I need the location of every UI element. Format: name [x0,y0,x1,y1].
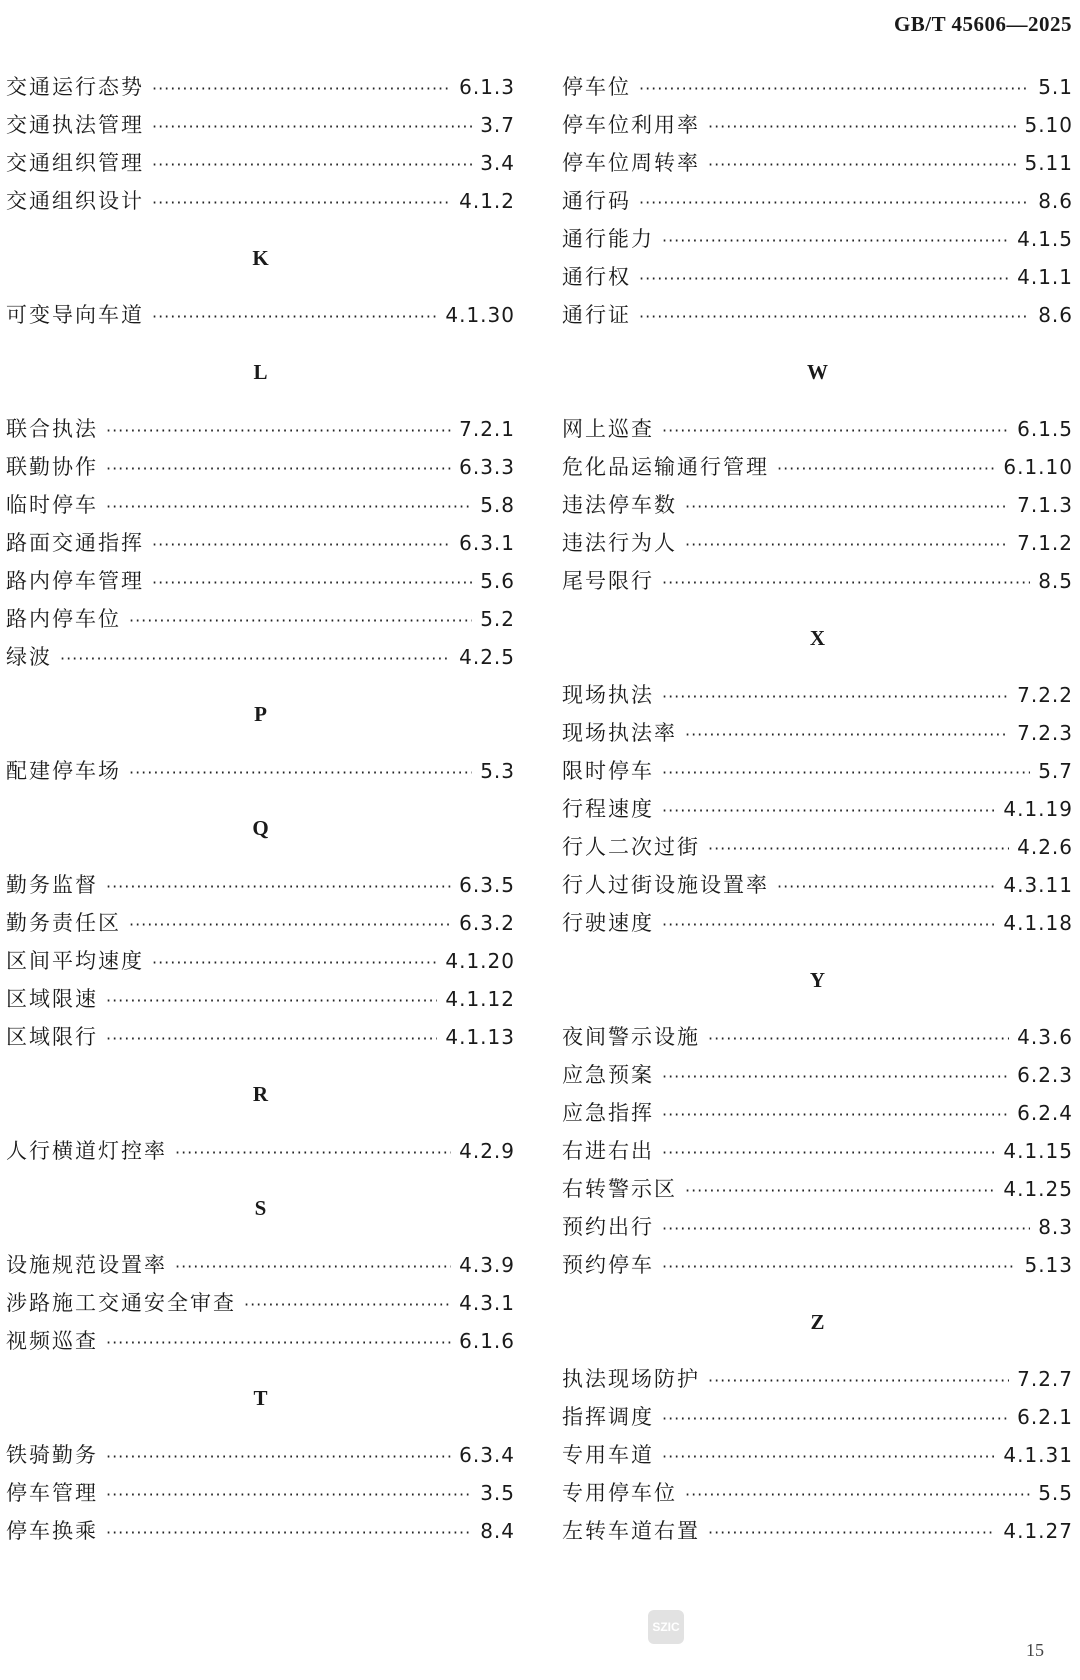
index-clause-ref: 6.1.6 [459,1329,515,1353]
index-term: 执法现场防护 [562,1367,700,1391]
index-entry [562,182,1073,220]
index-clause-ref: 6.2.3 [1017,1063,1073,1087]
leader-dots [708,830,1009,868]
index-clause-ref: 7.2.2 [1017,683,1073,707]
index-term: 夜间警示设施 [562,1025,700,1049]
leader-dots [662,1248,1016,1286]
index-term: 停车位利用率 [562,113,700,137]
index-clause-ref: 6.2.4 [1017,1101,1073,1125]
index-entry [562,1436,1073,1474]
index-term: 行人二次过街 [562,835,700,859]
index-term: 通行码 [562,189,631,213]
index-term: 涉路施工交通安全审查 [6,1291,236,1315]
index-clause-ref: 3.4 [480,151,515,175]
leader-dots [244,1286,451,1324]
standard-number: GB/T 45606—2025 [893,12,1072,36]
index-clause-ref: 4.3.9 [459,1253,515,1277]
index-entry [6,68,515,106]
index-entry [6,638,515,676]
leader-dots [708,108,1016,146]
leader-dots [106,1476,472,1514]
index-term: 停车位 [562,75,631,99]
index-term: 行人过街设施设置率 [562,873,769,897]
index-term: 违法停车数 [562,493,677,517]
index-letter-heading: X [809,626,826,650]
index-clause-ref: 8.6 [1038,189,1073,213]
leader-dots [708,1514,995,1552]
index-term: 危化品运输通行管理 [562,455,769,479]
index-term: 右转警示区 [562,1177,677,1201]
index-entry [562,106,1073,144]
leader-dots [639,70,1030,108]
index-entry [6,1322,515,1360]
index-term: 右进右出 [562,1139,654,1163]
index-clause-ref: 6.1.10 [1003,455,1073,479]
index-entry [562,486,1073,524]
index-clause-ref: 4.1.19 [1003,797,1073,821]
index-entry [6,866,515,904]
index-entry [562,1056,1073,1094]
index-term: 限时停车 [562,759,654,783]
index-term: 临时停车 [6,493,98,517]
index-clause-ref: 6.3.4 [459,1443,515,1467]
index-entry [562,1018,1073,1056]
index-term: 左转车道右置 [562,1519,700,1543]
index-clause-ref: 4.1.15 [1003,1139,1073,1163]
index-entry [6,942,515,980]
index-term: 路内停车管理 [6,569,144,593]
leader-dots [662,1096,1009,1134]
index-term: 交通组织管理 [6,151,144,175]
index-clause-ref: 5.11 [1024,151,1073,175]
index-entry [562,1474,1073,1512]
index-entry [562,1132,1073,1170]
index-term: 通行能力 [562,227,654,251]
leader-dots [152,146,472,184]
index-clause-ref: 4.1.13 [445,1025,515,1049]
index-clause-ref: 5.8 [480,493,515,517]
index-term: 路面交通指挥 [6,531,144,555]
leader-dots [662,754,1030,792]
leader-dots [662,1134,995,1172]
leader-dots [662,412,1009,450]
index-clause-ref: 5.13 [1024,1253,1073,1277]
index-entry [562,752,1073,790]
index-term: 铁骑勤务 [6,1443,98,1467]
index-clause-ref: 4.3.11 [1003,873,1073,897]
index-entry [6,1512,515,1550]
leader-dots [152,298,437,336]
index-letter-heading: W [807,360,828,384]
leader-dots [662,222,1009,260]
leader-dots [777,450,995,488]
index-entry [6,486,515,524]
leader-dots [129,602,472,640]
index-term: 区域限行 [6,1025,98,1049]
leader-dots [662,564,1030,602]
index-clause-ref: 4.3.6 [1017,1025,1073,1049]
leader-dots [708,146,1016,184]
index-term: 人行横道灯控率 [6,1139,167,1163]
index-entry [562,790,1073,828]
leader-dots [639,184,1030,222]
index-term: 现场执法 [562,683,654,707]
leader-dots [60,640,451,678]
index-column-left [6,68,515,1550]
index-term: 设施规范设置率 [6,1253,167,1277]
index-term: 交通运行态势 [6,75,144,99]
index-term: 行程速度 [562,797,654,821]
index-clause-ref: 4.1.12 [445,987,515,1011]
watermark-logo: SZIC [648,1610,684,1644]
leader-dots [639,260,1009,298]
index-term: 预约停车 [562,1253,654,1277]
index-entry [562,714,1073,752]
index-clause-ref: 8.4 [480,1519,515,1543]
index-entry [6,904,515,942]
index-term: 区域限速 [6,987,98,1011]
leader-dots [685,1172,995,1210]
index-term: 应急预案 [562,1063,654,1087]
index-clause-ref: 8.5 [1038,569,1073,593]
index-term: 停车管理 [6,1481,98,1505]
index-entry [562,1512,1073,1550]
index-entry [6,562,515,600]
index-clause-ref: 4.2.6 [1017,835,1073,859]
index-letter-heading: S [254,1196,267,1220]
leader-dots [175,1248,451,1286]
index-term: 违法行为人 [562,531,677,555]
index-clause-ref: 6.1.3 [459,75,515,99]
index-term: 视频巡查 [6,1329,98,1353]
index-entry [562,296,1073,334]
index-entry [6,1436,515,1474]
index-clause-ref: 5.3 [480,759,515,783]
index-entry [6,1474,515,1512]
index-entry [6,1018,515,1056]
index-entry [562,144,1073,182]
leader-dots [777,868,995,906]
index-clause-ref: 4.1.18 [1003,911,1073,935]
index-entry [6,448,515,486]
index-entry [562,866,1073,904]
leader-dots [685,526,1009,564]
index-clause-ref: 4.1.5 [1017,227,1073,251]
leader-dots [685,488,1009,526]
index-entry [562,1094,1073,1132]
index-entry [562,562,1073,600]
index-entry [6,1284,515,1322]
index-entry [6,1132,515,1170]
index-entry [562,1246,1073,1284]
index-clause-ref: 8.3 [1038,1215,1073,1239]
index-clause-ref: 8.6 [1038,303,1073,327]
index-letter-heading: K [252,246,269,270]
index-clause-ref: 5.10 [1024,113,1073,137]
index-clause-ref: 4.3.1 [459,1291,515,1315]
index-clause-ref: 4.1.1 [1017,265,1073,289]
leader-dots [129,906,451,944]
index-clause-ref: 7.1.2 [1017,531,1073,555]
index-entry [6,296,515,334]
index-entry [6,410,515,448]
index-clause-ref: 3.7 [480,113,515,137]
index-column-right [562,68,1073,1550]
leader-dots [106,1020,437,1058]
index-entry [562,676,1073,714]
leader-dots [639,298,1030,336]
index-entry [6,600,515,638]
index-entry [562,1170,1073,1208]
index-term: 专用停车位 [562,1481,677,1505]
index-clause-ref: 4.1.30 [445,303,515,327]
index-clause-ref: 6.3.5 [459,873,515,897]
index-term: 预约出行 [562,1215,654,1239]
index-entry [562,1360,1073,1398]
index-term: 通行权 [562,265,631,289]
index-term: 专用车道 [562,1443,654,1467]
leader-dots [106,1324,451,1362]
index-entry [6,182,515,220]
leader-dots [708,1020,1009,1058]
page-number: 15 [1026,1640,1044,1660]
index-term: 现场执法率 [562,721,677,745]
index-entry [562,904,1073,942]
index-term: 可变导向车道 [6,303,144,327]
index-letter-heading: Q [252,816,269,840]
leader-dots [708,1362,1009,1400]
leader-dots [662,1400,1009,1438]
index-term: 通行证 [562,303,631,327]
index-entry [6,144,515,182]
index-clause-ref: 4.2.9 [459,1139,515,1163]
index-clause-ref: 7.1.3 [1017,493,1073,517]
index-term: 勤务责任区 [6,911,121,935]
index-entry [562,828,1073,866]
index-entry [6,106,515,144]
index-letter-heading: R [252,1082,269,1106]
index-term: 停车换乘 [6,1519,98,1543]
leader-dots [152,526,451,564]
leader-dots [106,450,451,488]
index-clause-ref: 5.6 [480,569,515,593]
index-clause-ref: 4.2.5 [459,645,515,669]
index-term: 尾号限行 [562,569,654,593]
index-term: 区间平均速度 [6,949,144,973]
index-term: 联合执法 [6,417,98,441]
index-entry [6,1246,515,1284]
index-entry [562,220,1073,258]
index-clause-ref: 6.1.5 [1017,417,1073,441]
leader-dots [106,1438,451,1476]
index-clause-ref: 6.3.1 [459,531,515,555]
index-term: 路内停车位 [6,607,121,631]
index-entry [562,524,1073,562]
leader-dots [152,564,472,602]
index-entry [6,980,515,1018]
index-entry [562,1398,1073,1436]
index-letter-heading: T [253,1386,268,1410]
index-letter-heading: L [253,360,268,384]
leader-dots [685,716,1009,754]
leader-dots [662,792,995,830]
index-letter-heading: Y [809,968,826,992]
leader-dots [106,868,451,906]
leader-dots [685,1476,1030,1514]
index-term: 配建停车场 [6,759,121,783]
index-letter-heading: Z [810,1310,825,1334]
leader-dots [106,488,472,526]
index-clause-ref: 6.3.2 [459,911,515,935]
leader-dots [152,944,437,982]
index-entry [6,524,515,562]
leader-dots [662,1058,1009,1096]
index-clause-ref: 6.2.1 [1017,1405,1073,1429]
index-entry [6,752,515,790]
index-clause-ref: 5.1 [1038,75,1073,99]
index-term: 勤务监督 [6,873,98,897]
leader-dots [152,70,451,108]
leader-dots [106,412,451,450]
index-term: 指挥调度 [562,1405,654,1429]
index-clause-ref: 4.1.2 [459,189,515,213]
index-clause-ref: 7.2.3 [1017,721,1073,745]
leader-dots [662,906,995,944]
index-entry [562,258,1073,296]
index-clause-ref: 4.1.31 [1003,1443,1073,1467]
index-clause-ref: 5.7 [1038,759,1073,783]
index-term: 交通执法管理 [6,113,144,137]
index-term: 应急指挥 [562,1101,654,1125]
index-term: 网上巡查 [562,417,654,441]
index-clause-ref: 5.2 [480,607,515,631]
index-clause-ref: 4.1.25 [1003,1177,1073,1201]
index-entry [562,68,1073,106]
leader-dots [106,1514,472,1552]
leader-dots [662,678,1009,716]
index-clause-ref: 4.1.27 [1003,1519,1073,1543]
leader-dots [152,108,472,146]
index-term: 联勤协作 [6,455,98,479]
index-entry [562,410,1073,448]
index-letter-heading: P [254,702,267,726]
index-term: 交通组织设计 [6,189,144,213]
index-term: 行驶速度 [562,911,654,935]
index-clause-ref: 4.1.20 [445,949,515,973]
index-clause-ref: 7.2.7 [1017,1367,1073,1391]
leader-dots [129,754,472,792]
index-term: 绿波 [6,645,52,669]
leader-dots [662,1438,995,1476]
index-clause-ref: 6.3.3 [459,455,515,479]
leader-dots [152,184,451,222]
leader-dots [106,982,437,1020]
index-term: 停车位周转率 [562,151,700,175]
index-clause-ref: 5.5 [1038,1481,1073,1505]
index-clause-ref: 7.2.1 [459,417,515,441]
leader-dots [662,1210,1030,1248]
leader-dots [175,1134,451,1172]
index-clause-ref: 3.5 [480,1481,515,1505]
index-entry [562,1208,1073,1246]
index-entry [562,448,1073,486]
